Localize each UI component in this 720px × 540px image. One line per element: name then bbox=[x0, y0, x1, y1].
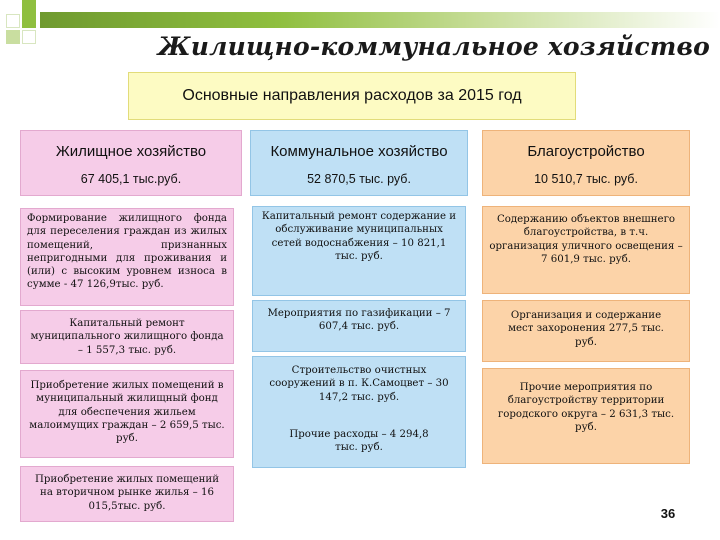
landscaping-item-1: Содержанию объектов внешнего благоустройства, в т.ч. организация уличного освещения – 7 601,9 тыс. руб. bbox=[482, 206, 690, 294]
landscaping-item-3: Прочие мероприятия по благоустройству территории городского округа – 2 631,3 тыс. руб. bbox=[482, 368, 690, 464]
utilities-item-2: Мероприятия по газификации – 7 607,4 тыс. руб. bbox=[252, 300, 466, 352]
header-housing-amount: 67 405,1 тыс.руб. bbox=[80, 172, 182, 186]
page-number: 36 bbox=[660, 506, 676, 521]
header-utilities-amount: 52 870,5 тыс. руб. bbox=[307, 172, 411, 186]
header-landscaping-amount: 10 510,7 тыс. руб. bbox=[534, 172, 638, 186]
utilities-item-1: Капитальный ремонт содержание и обслуживание муниципальных сетей водоснабжения – 10 821,1 тыс. руб. bbox=[252, 206, 466, 296]
decor-square bbox=[22, 14, 36, 28]
housing-item-1: Формирование жилищного фонда для переселения граждан из жилых помещений, признанных непригодными для проживания и (или) с высоким уровнем износа в сумме - 47 126,9тыс. руб. bbox=[20, 208, 234, 306]
header-gradient-bar bbox=[40, 12, 720, 28]
decor-square bbox=[22, 0, 36, 14]
housing-item-2: Капитальный ремонт муниципального жилищного фонда – 1 557,3 тыс. руб. bbox=[20, 310, 234, 364]
utilities-item-3: Строительство очистных сооружений в п. К.Самоцвет – 30 147,2 тыс. руб. bbox=[269, 365, 449, 403]
header-housing bbox=[20, 130, 242, 196]
utilities-items-group bbox=[252, 356, 466, 468]
header-housing-name: Жилищное хозяйство bbox=[55, 143, 207, 160]
header-utilities bbox=[250, 130, 468, 196]
header-landscaping bbox=[482, 130, 690, 196]
housing-item-4: Приобретение жилых помещений на вторичном рынке жилья – 16 015,5тыс. руб. bbox=[20, 466, 234, 522]
page-title: Жилищно-коммунальное хозяйство bbox=[157, 32, 710, 61]
subtitle-text: Основные направления расходов за 2015 год bbox=[182, 87, 522, 104]
subtitle-box bbox=[128, 72, 576, 120]
decor-square bbox=[6, 30, 20, 44]
utilities-item-4: Прочие расходы – 4 294,8 тыс. руб. bbox=[289, 428, 429, 453]
header-utilities-name: Коммунальное хозяйство bbox=[270, 143, 448, 160]
header-landscaping-name: Благоустройство bbox=[527, 143, 645, 160]
decor-square bbox=[22, 30, 36, 44]
decor-square bbox=[6, 14, 20, 28]
landscaping-item-2: Организация и содержание мест захоронения 277,5 тыс. руб. bbox=[482, 300, 690, 362]
housing-item-3: Приобретение жилых помещений в муниципальный жилищный фонд для обеспечения жильем малоимущих граждан – 2 659,5 тыс. руб. bbox=[20, 370, 234, 458]
